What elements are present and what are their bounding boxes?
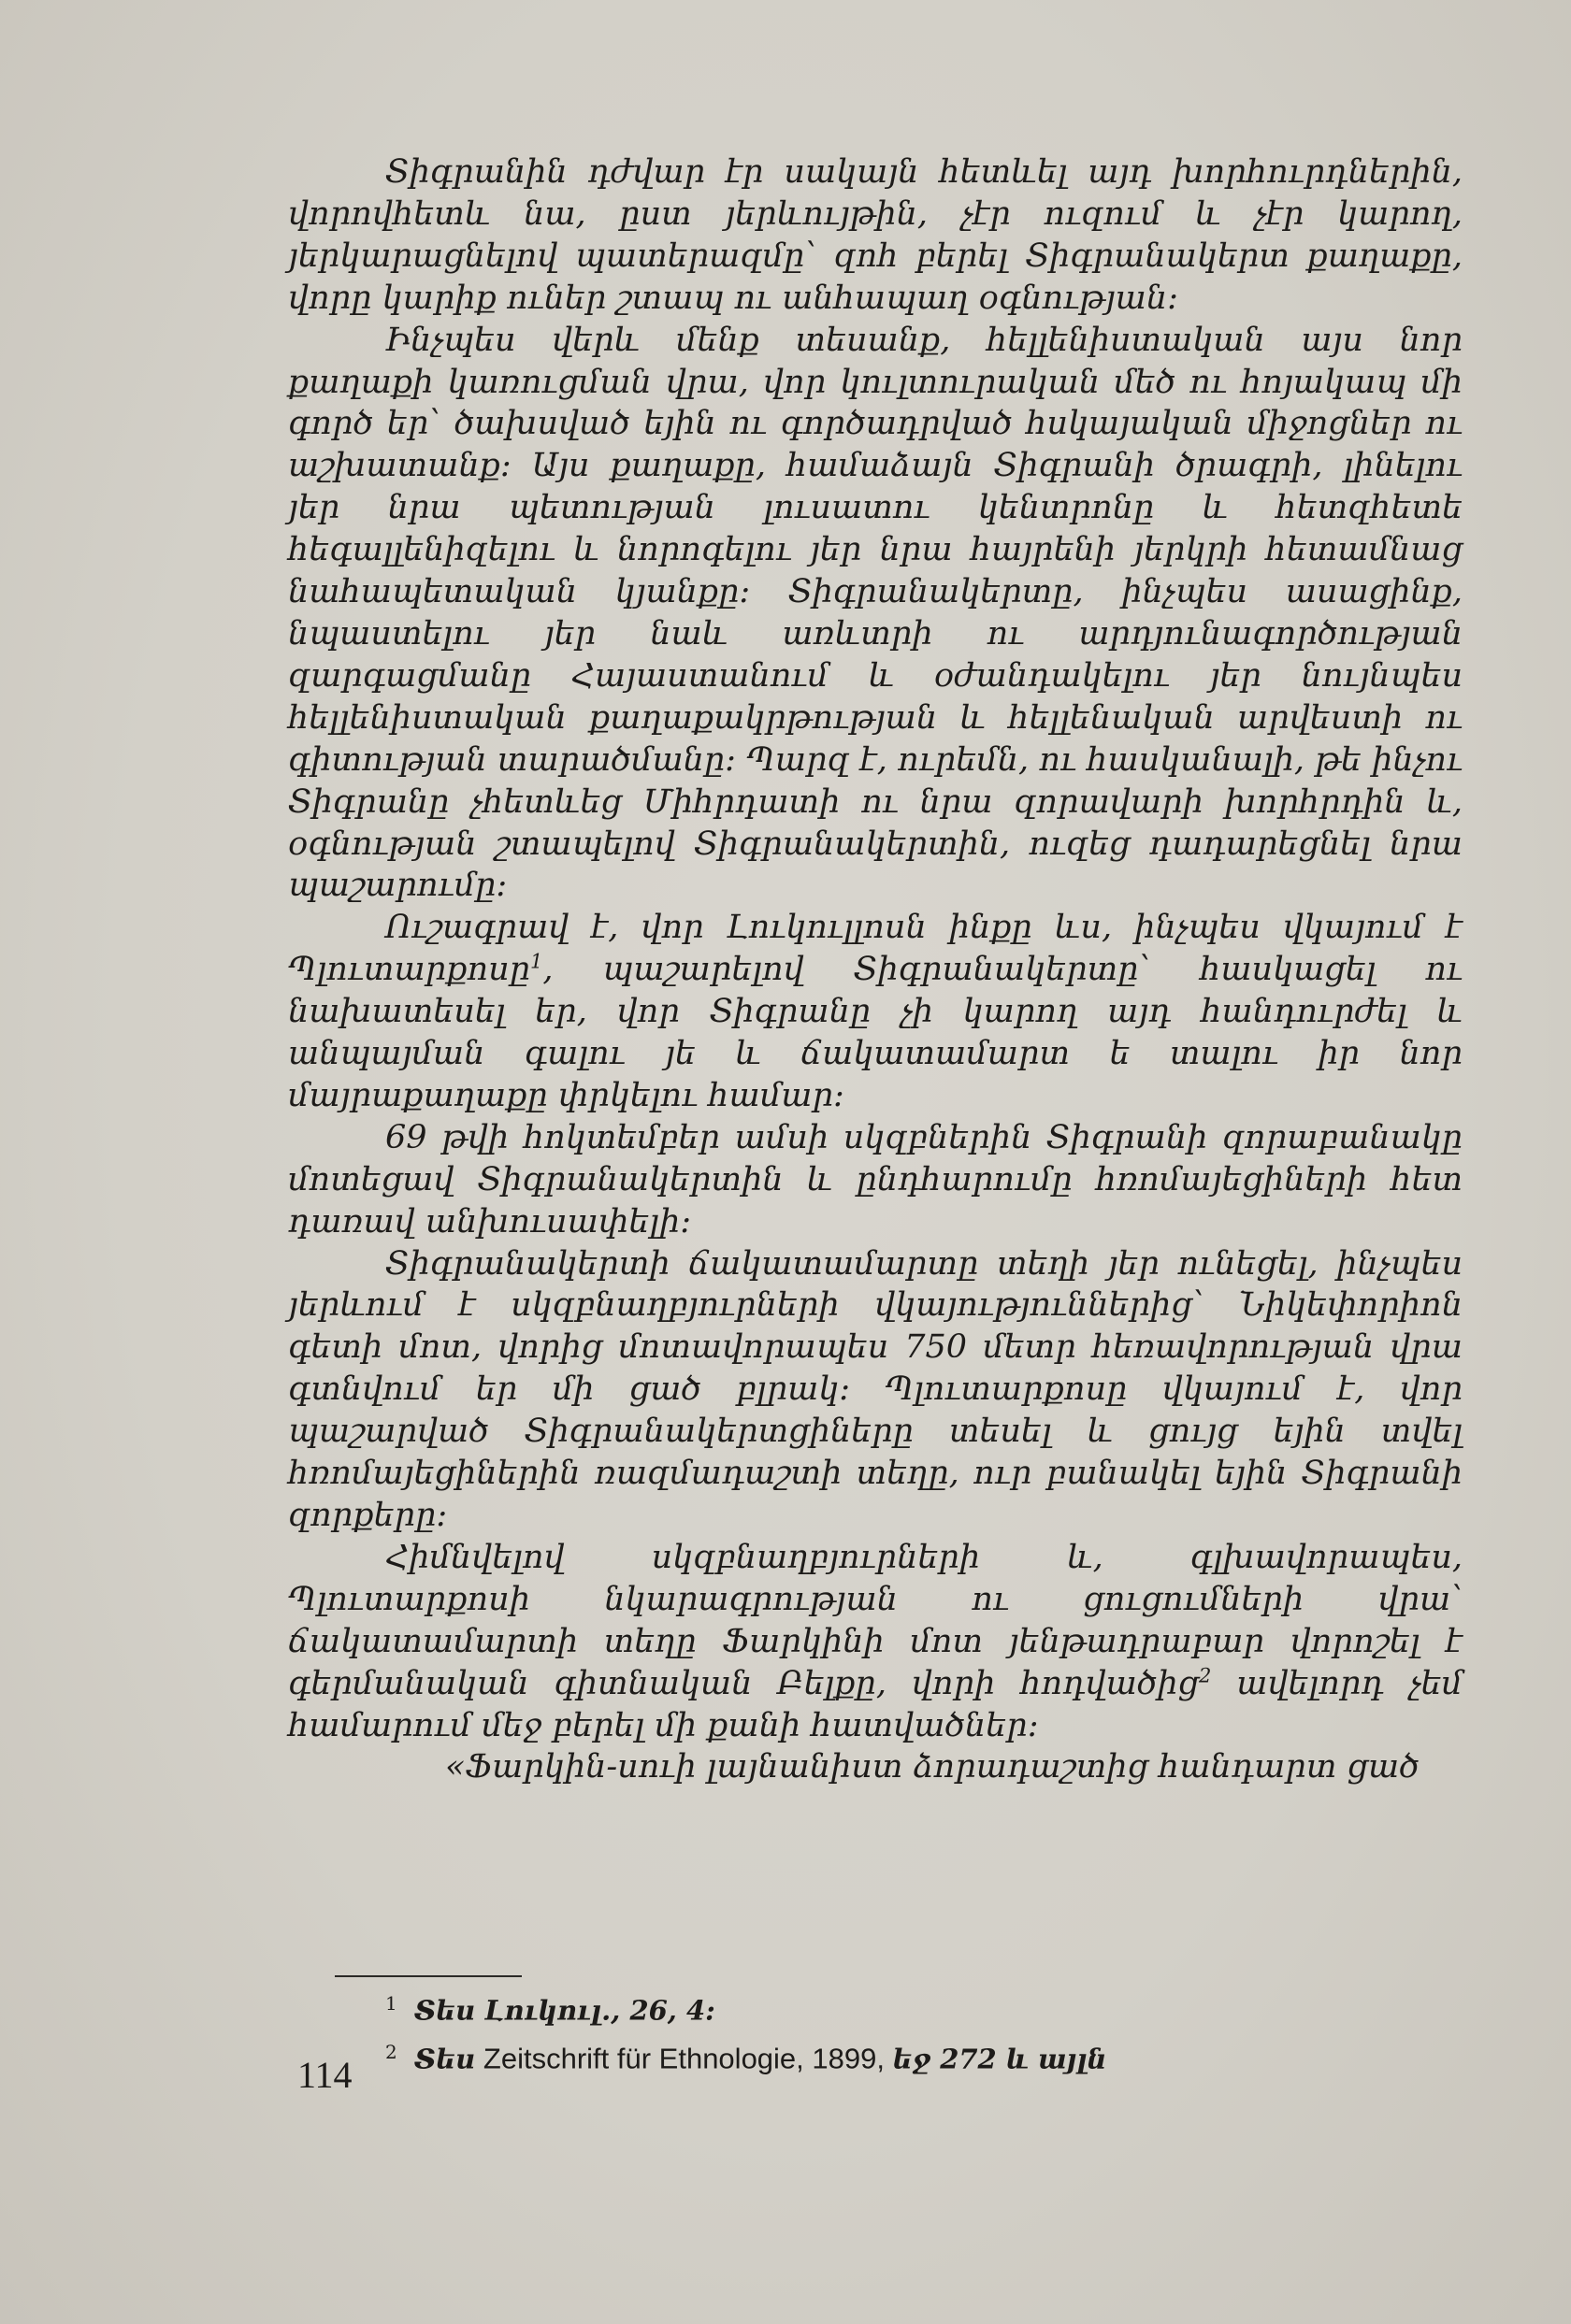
- footnote-text: Տես Լուկուլ., 26, 4:: [413, 1994, 715, 2027]
- paragraph: Ինչպես վերև մենք տեսանք, հելլենիստական այս նոր քաղաքի կառուցման վրա, վոր կուլտուրական մեծ ու հոյակապ մի գործ եր՝ ծախսված եյին ու գործադրված հսկայական միջոցներ ու աշխատանք: Այս քաղաքը, համաձայն Տիգրանի ծրագրի, լինելու յեր նրա պետության լուսատու կենտրոնը և հետզհետե հեգալլենիզելու և նորոգելու յեր նրա հայրենի յերկրի հետամնաց նահապետական կյանքը: Տիգրանակերտը, ինչպես ասացինք, նպաստելու յեր նաև առևտրի ու արդյունագործության զարգացմանը Հայաստանում և օժանդակելու յեր նույնպես հելլենիստական քաղաքակրթության և հելլենական արվեստի ու գիտության տարածմանը: Պարզ է, ուրեմն, ու հասկանալի, թե ինչու Տիգրանը չհետևեց Միհրդատի ու նրա զորավարի խորհրդին և, օգնության շտապելով Տիգրանակերտին, ուզեց դադարեցնել նրա պաշարումը:: [288, 321, 1463, 905]
- paragraph-text: , պաշարելով Տիգրանակերտը՝ հասկացել ու նախատեսել եր, վոր Տիգրանը չի կարող այդ հանդուրժել և անպայման գալու յե և ճակատամարտ ե տալու իր նոր մայրաքաղաքը փրկելու համար:: [288, 951, 1463, 1114]
- paragraph: [288, 907, 1463, 1117]
- footnote-reference: 1: [529, 950, 543, 973]
- paragraph: 69 թվի հոկտեմբեր ամսի սկզբներին Տիգրանի զորաբանակը մոտեցավ Տիգրանակերտին և ընդհարումը հռոմայեցիների հետ դառավ անխուսափելի:: [288, 1118, 1463, 1241]
- paragraph-text: ավելորդ չեմ համարում մեջ բերել մի քանի հատվածներ:: [288, 1664, 1463, 1744]
- footnote-number: 2: [385, 2040, 397, 2063]
- paragraph-quote-start: «Ֆարկին-սուի լայնանիստ ձորադաշտից հանդարտ ցած: [445, 1748, 1420, 1786]
- footnote-reference: 2: [1199, 1663, 1212, 1686]
- footnote-text: եջ 272 և այլն: [892, 2043, 1107, 2075]
- footnote-text: Տես: [413, 2043, 476, 2075]
- paragraph: [288, 1537, 1463, 1747]
- footnote-number: 1: [385, 1992, 397, 2015]
- footnote: [385, 2031, 1320, 2080]
- body-text: [288, 151, 1463, 1788]
- page-number: 114: [297, 2054, 353, 2096]
- paragraph-text: Ուշագրավ է, վոր Լուկուլլոսն ինքը ևս, ինչպես վկայում է Պլուտարքոսը: [288, 909, 1463, 989]
- footnote: [385, 1983, 1320, 2031]
- footnote-journal-title: Zeitschrift für Ethnologie, 1899,: [475, 2042, 893, 2075]
- paragraph-text: Հիմնվելով սկզբնաղբյուրների և, գլխավորապես, Պլուտարքոսի նկարագրության ու ցուցումների վրա՝ ճակատամարտի տեղը Ֆարկինի մոտ յենթադրաբար վորոշել է գերմանական գիտնական Բելքը, վորի հոդվածից: [288, 1538, 1463, 1702]
- paragraph: Տիգրանակերտի ճակատամարտը տեղի յեր ունեցել, ինչպես յերևում է սկզբնաղբյուրների վկայություններից՝ Նիկեփորիոն գետի մոտ, վորից մոտավորապես 750 մետր հեռավորության վրա գտնվում եր մի ցած բլրակ: Պլուտարքոսը վկայում է, վոր պաշարված Տիգրանակերտցիները տեսել և ցույց եյին տվել հռոմայեցիներին ռազմադաշտի տեղը, ուր բանակել եյին Տիգրանի զորքերը:: [288, 1244, 1463, 1534]
- footnote-divider: [335, 1975, 522, 1977]
- paragraph: Տիգրանին դժվար էր սակայն հետևել այդ խորհուրդներին, վորովհետև նա, ըստ յերևույթին, չէր ուզում և չէր կարող, յերկարացնելով պատերազմը՝ զոհ բերել Տիգրանակերտ քաղաքը, վորը կարիք ուներ շտապ ու անհապաղ օգնության:: [288, 153, 1463, 317]
- footnotes: [385, 1983, 1320, 2079]
